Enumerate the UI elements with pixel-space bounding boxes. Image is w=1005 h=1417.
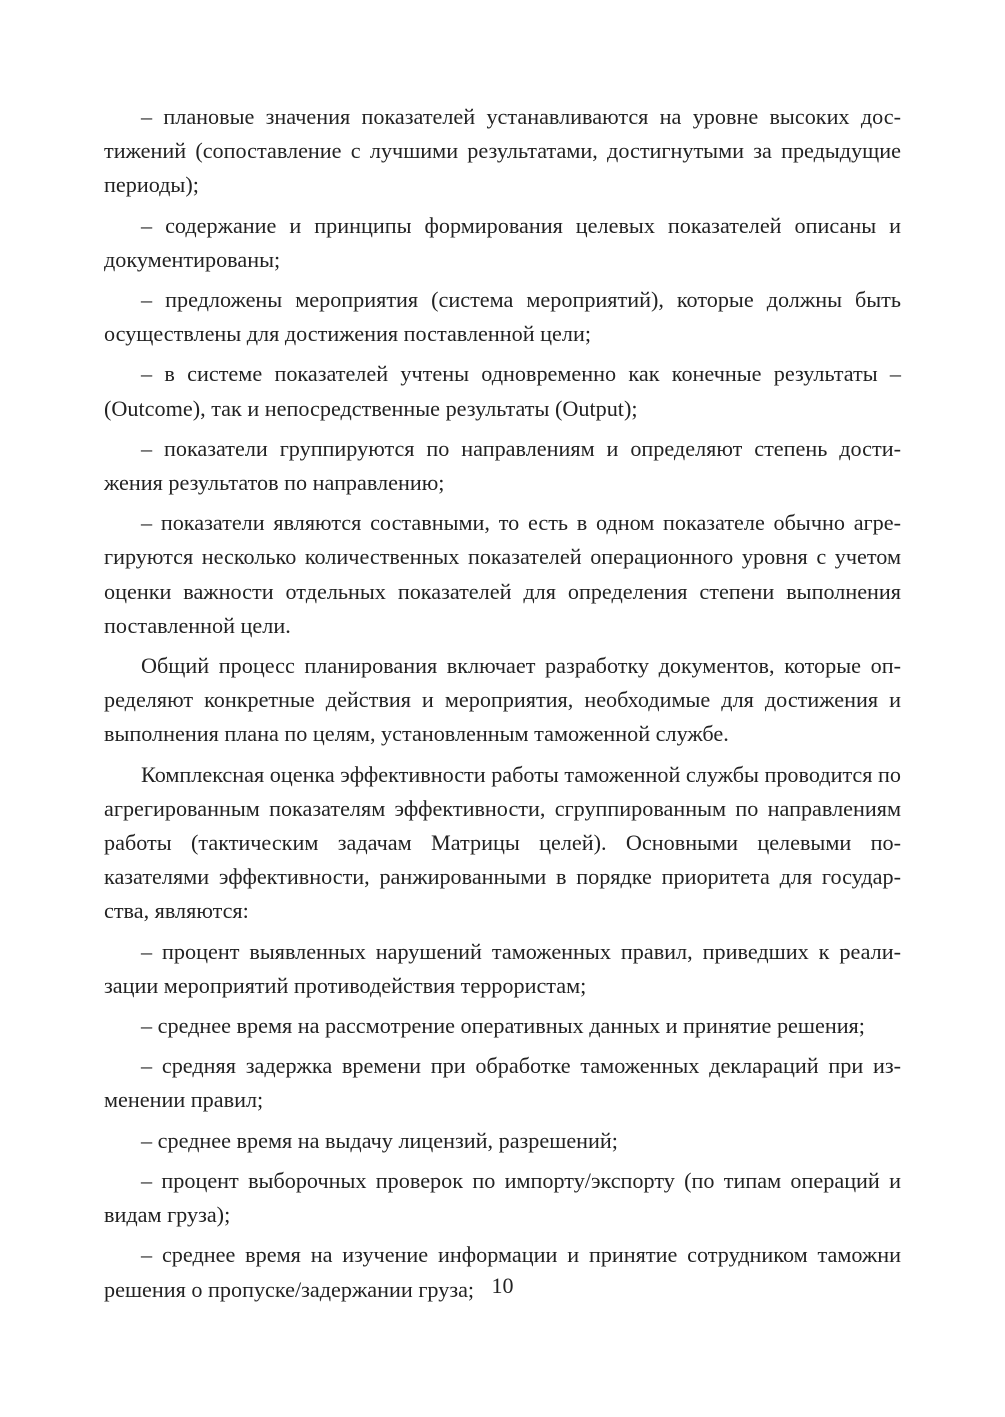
list-item-cargo-decision-time: – среднее время на изучение информации и принятие сотрудником таможни решения о пропуске/задержании груза; xyxy=(104,1242,901,1302)
page-number: 10 xyxy=(491,1273,514,1298)
paragraph-complex-assessment: Комплексная оценка эффективности работы таможенной службы проводится по агрегированным показателям эффективности, сгруппированным по направлениям работы (тактическим задачам Матрицы целей). Основными целевыми показателями эффективности, ранжированными в порядке приоритета для государства, являются: xyxy=(104,761,901,924)
list-item-operational-data-time: – среднее время на рассмотрение оперативных данных и принятие решения; xyxy=(141,1013,865,1039)
list-item-grouping: – показатели группируются по направлениям и определяют степень достижения результатов по направлению; xyxy=(104,435,901,496)
list-item-license-time: – среднее время на выдачу лицензий, разрешений; xyxy=(141,1127,618,1153)
list-item-planned-values: – плановые значения показателей устанавливаются на уровне высоких достижений (сопоставление с лучшими результатами, достигнутыми за предыдущие периоды); xyxy=(104,104,901,198)
list-item-violations-percent: – процент выявленных нарушений таможенных правил, приведших к реализации мероприятий противодействия террористам; xyxy=(104,938,901,998)
list-item-declaration-delay: – средняя задержка времени при обработке таможенных деклараций при изменении правил; xyxy=(104,1053,901,1113)
list-item-selective-checks: – процент выборочных проверок по импорту/экспорту (по типам операций и видам груза); xyxy=(104,1167,901,1228)
list-item-content-principles: – содержание и принципы формирования целевых показателей описаны и документированы; xyxy=(104,212,901,272)
paragraph-planning-process: Общий процесс планирования включает разработку документов, которые определяют конкретные действия и мероприятия, необходимые для достижения и выполнения плана по целям, установленным таможенной службе. xyxy=(104,653,901,747)
document-body xyxy=(104,100,901,1313)
list-item-composite-indicators: – показатели являются составными, то есть в одном показателе обычно агрегируются несколько количественных показателей операционного уровня с учетом оценки важности отдельных показателей для определения степени выполнения поставленной цели. xyxy=(104,510,901,638)
list-item-outcome-output: – в системе показателей учтены одновременно как конечные результаты – (Outcome), так и непосредственные результаты (Output); xyxy=(104,361,901,421)
list-item-proposed-measures: – предложены мероприятия (система мероприятий), которые должны быть осуществлены для достижения поставленной цели; xyxy=(104,287,901,347)
